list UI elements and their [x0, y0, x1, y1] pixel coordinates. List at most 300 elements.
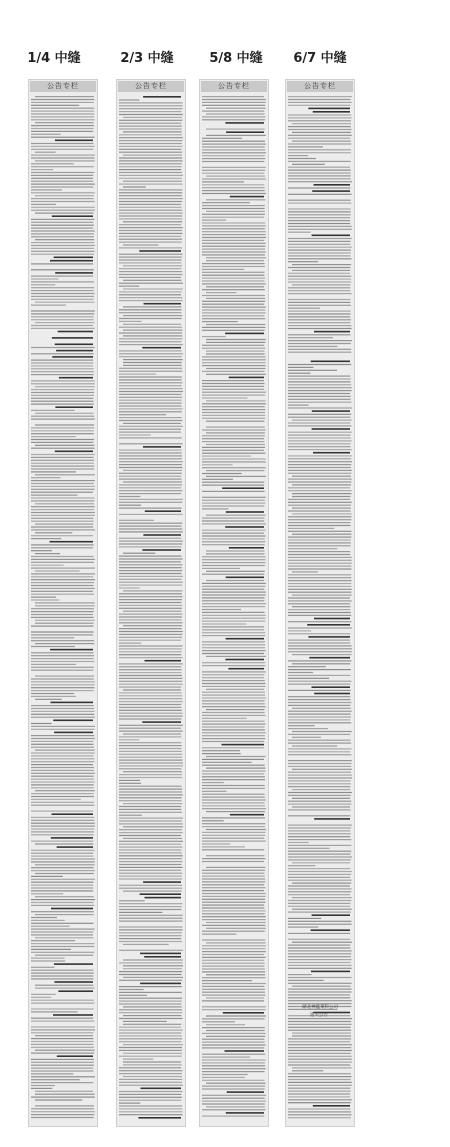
text-line [202, 986, 264, 987]
text-heading-line [59, 377, 93, 379]
text-line [35, 699, 62, 700]
text-line [202, 505, 264, 506]
text-line [119, 855, 183, 856]
text-line [288, 172, 351, 173]
text-line [123, 826, 183, 827]
text-line [119, 582, 183, 583]
column-body [288, 94, 352, 1124]
text-line [202, 1077, 245, 1078]
heading-5-8: 5/8 中缝 [209, 51, 263, 66]
text-line [31, 225, 94, 226]
column-title: 公告专栏 [287, 81, 353, 92]
text-line [31, 219, 95, 220]
text-line [292, 942, 352, 943]
text-line [288, 891, 351, 892]
text-line [119, 725, 183, 726]
text-line [202, 686, 266, 687]
text-line [206, 1030, 265, 1031]
text-line [31, 207, 95, 208]
text-line [202, 327, 265, 328]
text-line [119, 461, 183, 462]
text-heading-line [50, 541, 94, 543]
text-line [31, 108, 94, 109]
text-heading-line [222, 744, 265, 746]
text-line [288, 1024, 352, 1025]
text-heading-line [312, 410, 350, 412]
text-line [288, 281, 351, 282]
text-line [288, 775, 352, 776]
text-line [288, 1030, 351, 1031]
text-line [288, 302, 350, 303]
text-line [119, 710, 182, 711]
text-line [288, 299, 350, 300]
text-line [123, 1053, 182, 1054]
text-line [31, 714, 94, 715]
text-line [288, 705, 350, 706]
text-line [288, 894, 350, 895]
text-line [292, 883, 351, 884]
text-line [119, 844, 181, 845]
text-line [292, 1070, 323, 1071]
text-line [31, 582, 94, 583]
text-line [119, 774, 182, 775]
text-line [202, 243, 266, 244]
text-line [31, 779, 94, 780]
text-line [31, 1026, 95, 1027]
text-line [31, 670, 93, 671]
text-line [292, 534, 351, 535]
text-line [119, 458, 182, 459]
text-line [31, 1021, 94, 1022]
text-line [202, 650, 266, 651]
text-line [288, 211, 351, 212]
text-line [31, 826, 95, 827]
text-line [288, 129, 352, 130]
text-line [202, 706, 266, 707]
text-line [31, 515, 95, 516]
text-line [288, 1059, 352, 1060]
text-line [31, 834, 94, 835]
text-line [288, 352, 351, 353]
text-line [288, 1102, 351, 1103]
text-heading-line [225, 526, 264, 528]
text-line [119, 995, 147, 996]
text-line [119, 242, 182, 243]
text-line [202, 559, 266, 560]
text-line [288, 871, 352, 872]
text-line [31, 497, 95, 498]
text-line [31, 430, 94, 431]
text-line [119, 678, 182, 679]
text-line [119, 189, 182, 190]
text-line [119, 526, 181, 527]
text-line [31, 230, 95, 231]
text-line [288, 933, 350, 934]
text-line [206, 922, 266, 923]
text-line [206, 709, 264, 710]
text-line [119, 1001, 182, 1002]
text-heading-line [312, 235, 350, 237]
text-line [202, 1098, 265, 1099]
text-line [202, 902, 266, 903]
text-line [119, 502, 182, 503]
text-line [119, 780, 140, 781]
text-line [31, 157, 94, 158]
text-line [31, 967, 54, 968]
text-line [123, 611, 181, 612]
text-line [31, 655, 94, 656]
text-heading-line [140, 983, 181, 985]
text-heading-line [55, 406, 93, 408]
text-line [288, 175, 351, 176]
text-line [119, 929, 183, 930]
text-line [288, 155, 308, 156]
text-line [119, 300, 183, 301]
text-line [119, 760, 183, 761]
text-line [288, 734, 350, 735]
text-line [31, 599, 59, 600]
text-line [119, 681, 182, 682]
text-line [288, 856, 352, 857]
text-line [202, 838, 264, 839]
text-line [35, 937, 93, 938]
text-line [288, 481, 351, 482]
text-line [288, 440, 352, 441]
text-line [288, 612, 351, 613]
text-line [202, 289, 265, 290]
text-heading-line [55, 451, 93, 453]
text-line [119, 789, 182, 790]
text-line [288, 586, 351, 587]
text-line [31, 556, 94, 557]
text-line [31, 793, 94, 794]
text-line [288, 815, 350, 816]
text-line [31, 392, 94, 393]
text-line [119, 989, 144, 990]
text-line [119, 628, 182, 629]
text-line [31, 184, 95, 185]
text-line [202, 1080, 265, 1081]
text-line [31, 512, 95, 513]
text-line [119, 1003, 181, 1004]
text-line [202, 473, 242, 474]
text-line [202, 520, 264, 521]
text-line [288, 1082, 352, 1083]
text-line [31, 500, 94, 501]
text-line [202, 456, 251, 457]
text-line [202, 919, 266, 920]
text-line [292, 798, 350, 799]
text-line [288, 666, 326, 667]
text-line [31, 1088, 52, 1089]
text-line [288, 777, 352, 778]
text-line [202, 618, 265, 619]
text-line [288, 1056, 352, 1057]
text-line [202, 467, 266, 468]
text-line [288, 316, 350, 317]
text-line [31, 631, 94, 632]
text-line [202, 884, 264, 885]
text-line [288, 276, 351, 277]
text-line [119, 915, 183, 916]
text-line [202, 966, 264, 967]
text-line [288, 1073, 351, 1074]
text-line [202, 820, 224, 821]
text-line [119, 123, 181, 124]
text-line [31, 245, 95, 246]
text-line [206, 1036, 265, 1037]
text-line [292, 132, 351, 133]
text-line [123, 131, 182, 132]
text-line [292, 1033, 351, 1034]
text-line [288, 953, 351, 954]
text-line [119, 768, 181, 769]
text-line [31, 448, 95, 449]
text-line [31, 1065, 94, 1066]
text-line [202, 1054, 265, 1055]
text-line [288, 502, 352, 503]
text-line [31, 457, 94, 458]
text-line [35, 474, 95, 475]
text-line [119, 867, 183, 868]
text-line [288, 405, 309, 406]
text-line [202, 644, 265, 645]
text-heading-line [314, 693, 350, 695]
text-line [31, 690, 94, 691]
text-line [202, 565, 265, 566]
text-line [288, 648, 352, 649]
text-line [202, 963, 265, 964]
text-line [288, 760, 352, 761]
text-line [202, 161, 264, 162]
text-line [288, 859, 351, 860]
text-line [31, 579, 95, 580]
text-line [31, 492, 93, 493]
text-heading-line [311, 361, 350, 363]
text-line [119, 1038, 182, 1039]
text-line [31, 175, 93, 176]
column-body [202, 94, 266, 1124]
text-heading-line [51, 908, 93, 910]
text-line [123, 733, 181, 734]
text-heading-line [226, 511, 264, 513]
text-heading-line [313, 111, 350, 113]
text-line [202, 503, 265, 504]
text-line [292, 862, 350, 863]
text-line [288, 842, 309, 843]
text-line [206, 129, 265, 130]
text-line [35, 160, 95, 161]
text-line [31, 116, 94, 117]
text-heading-line [57, 1055, 93, 1057]
text-line [288, 600, 352, 601]
text-line [123, 891, 182, 892]
text-line [206, 427, 265, 428]
text-line [288, 836, 350, 837]
text-line [119, 353, 183, 354]
text-line [31, 562, 94, 563]
text-line [31, 876, 63, 877]
text-heading-line [143, 881, 181, 883]
text-line [202, 220, 226, 221]
text-line [119, 114, 183, 115]
text-line [119, 230, 182, 231]
text-line [202, 389, 264, 390]
text-line [202, 318, 265, 319]
text-line [119, 195, 182, 196]
text-line [288, 143, 351, 144]
text-line [292, 606, 351, 607]
text-line [119, 695, 182, 696]
text-line [119, 832, 183, 833]
text-line [288, 208, 351, 209]
text-line [292, 476, 351, 477]
text-line [202, 1109, 265, 1110]
text-line [119, 437, 182, 438]
text-line [123, 117, 182, 118]
text-line [288, 580, 352, 581]
text-line [202, 348, 265, 349]
column-5-8 [199, 79, 269, 1127]
text-line [292, 484, 351, 485]
text-line [119, 528, 182, 529]
text-line [202, 184, 264, 185]
text-line [288, 1050, 352, 1051]
text-heading-line [51, 837, 93, 839]
text-line [202, 301, 265, 302]
text-line [202, 1006, 266, 1007]
text-line [288, 1000, 352, 1001]
text-line [31, 251, 95, 252]
text-line [288, 178, 351, 179]
text-line [202, 412, 265, 413]
text-line [292, 745, 337, 746]
text-line [119, 602, 182, 603]
text-heading-line [230, 196, 264, 198]
text-line [31, 460, 94, 461]
text-line [206, 400, 266, 401]
text-heading-line [52, 813, 94, 815]
text-line [123, 1006, 182, 1007]
text-line [119, 198, 183, 199]
text-line [31, 529, 95, 530]
text-line [202, 568, 240, 569]
text-heading-line [144, 303, 182, 305]
text-line [31, 1108, 94, 1109]
text-line [31, 419, 95, 420]
text-line [202, 1116, 264, 1117]
text-line [202, 849, 264, 850]
text-line [123, 365, 182, 366]
text-line [202, 945, 266, 946]
text-line [202, 735, 265, 736]
text-line [288, 1038, 351, 1039]
text-line [31, 1059, 94, 1060]
text-line [119, 748, 181, 749]
text-line [288, 1088, 350, 1089]
text-line [119, 672, 182, 673]
text-heading-line [311, 929, 350, 931]
text-line [123, 265, 182, 266]
text-line [123, 803, 182, 804]
text-line [202, 105, 265, 106]
text-line [31, 652, 94, 653]
text-line [288, 261, 318, 262]
text-line [119, 403, 182, 404]
text-line [35, 1094, 95, 1095]
text-line [31, 811, 93, 812]
text-line [119, 599, 182, 600]
text-line [288, 99, 351, 100]
text-line [288, 519, 351, 520]
text-line [123, 1064, 182, 1065]
text-line [292, 270, 350, 271]
text-line [31, 99, 94, 100]
text-line [123, 288, 183, 289]
text-heading-line [225, 333, 264, 335]
text-line [288, 414, 351, 415]
text-heading-line [314, 618, 350, 620]
text-line [202, 181, 244, 182]
text-heading-line [228, 668, 264, 670]
text-line [202, 403, 266, 404]
text-heading-line [52, 215, 93, 217]
text-line [202, 269, 244, 270]
text-line [31, 1085, 55, 1086]
text-line [31, 284, 55, 285]
text-line [202, 881, 265, 882]
text-line [119, 531, 183, 532]
text-line [288, 921, 351, 922]
text-line [119, 309, 182, 310]
text-line [202, 535, 265, 536]
text-line [31, 773, 95, 774]
text-line [31, 726, 95, 727]
text-line [119, 765, 183, 766]
text-line [119, 452, 182, 453]
text-line [119, 745, 182, 746]
text-line [35, 955, 93, 956]
text-line [119, 379, 182, 380]
text-line [292, 493, 351, 494]
text-line [35, 843, 93, 844]
text-line [31, 879, 95, 880]
text-line [202, 173, 265, 174]
text-line [288, 387, 352, 388]
text-line [292, 708, 351, 709]
text-line [288, 640, 350, 641]
text-line [288, 880, 352, 881]
text-line [202, 805, 265, 806]
text-line [202, 266, 265, 267]
text-line [119, 852, 182, 853]
text-line [31, 310, 95, 311]
text-line [288, 537, 351, 538]
text-line [119, 1067, 181, 1068]
text-line [288, 1053, 351, 1054]
text-line [288, 1044, 352, 1045]
text-heading-line [313, 1105, 350, 1107]
text-line [206, 211, 265, 212]
text-line [119, 213, 183, 214]
text-line [292, 1035, 351, 1036]
text-line [119, 1070, 183, 1071]
text-line [202, 170, 265, 171]
text-line [202, 799, 266, 800]
text-line [119, 268, 181, 269]
text-line [119, 126, 182, 127]
text-line [202, 251, 266, 252]
